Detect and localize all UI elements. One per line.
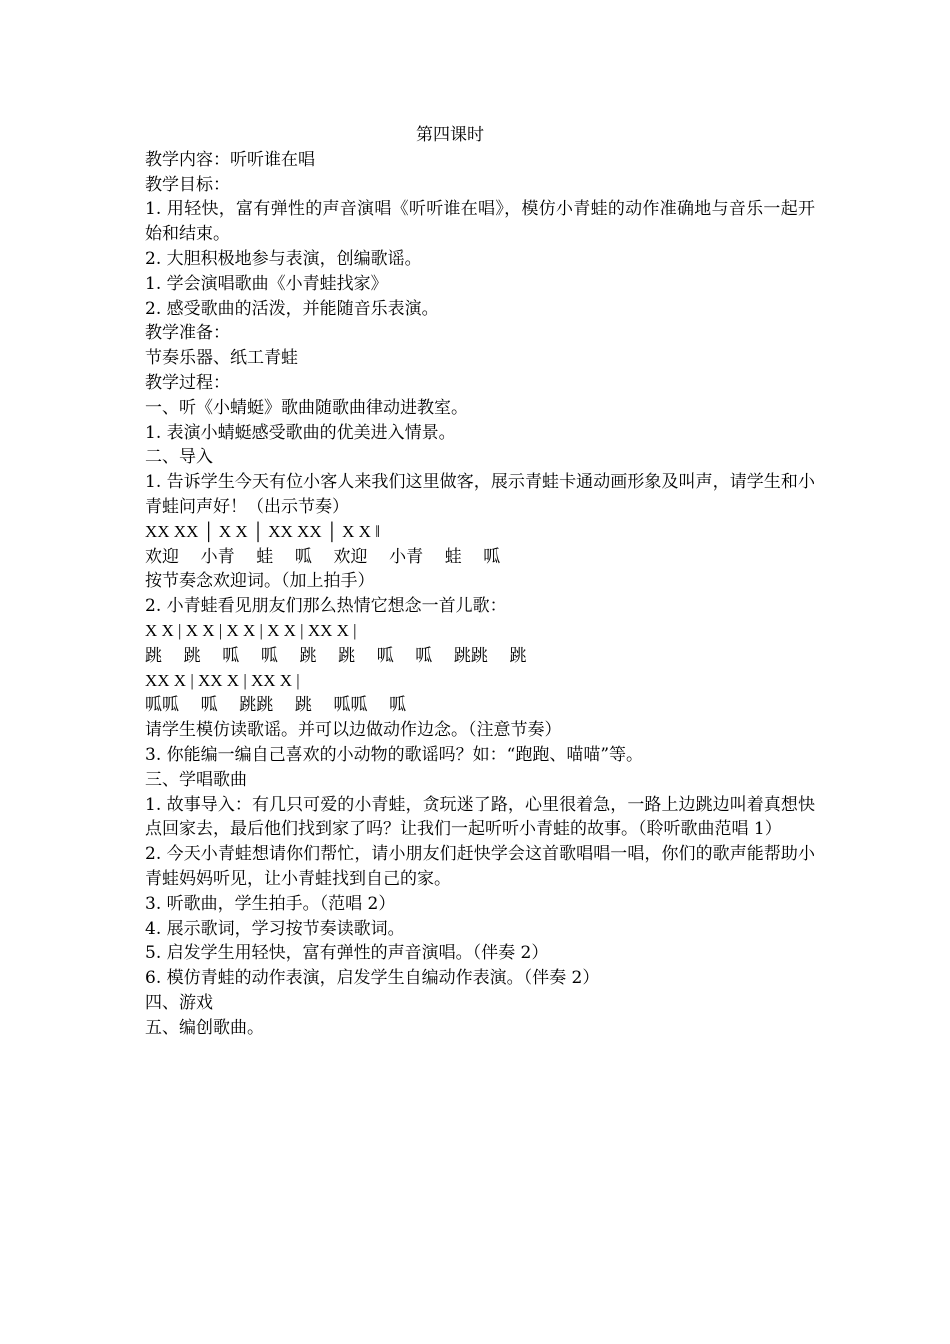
goal-item: 2. 大胆积极地参与表演，创编歌谣。 — [145, 248, 422, 269]
rhythm-notation-2: X X | X X | X X | X X | XX X | — [145, 620, 357, 640]
prep-text: 节奏乐器、纸工青蛙 — [145, 348, 298, 369]
goal-item: 2. 感受歌曲的活泼，并能随音乐表演。 — [145, 298, 439, 319]
goal-item: 1. 学会演唱歌曲《小青蛙找家》 — [145, 273, 388, 294]
section-2-heading: 二、导入 — [145, 447, 213, 468]
goals-heading: 教学目标： — [145, 174, 230, 195]
rhythm-lyrics-1: 欢迎 小青 蛙 呱 欢迎 小青 蛙 呱 — [145, 546, 501, 567]
rhythm-lyrics-3: 呱呱 呱 跳跳 跳 呱呱 呱 — [145, 695, 407, 716]
section-3-item: 6. 模仿青蛙的动作表演，启发学生自编动作表演。（伴奏 2） — [145, 968, 600, 989]
prep-heading: 教学准备： — [145, 323, 230, 344]
section-3-heading: 三、学唱歌曲 — [145, 769, 247, 790]
section-3-item: 1. 故事导入：有几只可爱的小青蛙，贪玩迷了路，心里很着急，一路上边跳边叫着真想快点回家去，最后他们找到家了吗？让我们一起听听小青蛙的故事。（聆听歌曲范唱 1） — [145, 794, 815, 840]
section-4-heading: 四、游戏 — [145, 992, 213, 1013]
section-5-heading: 五、编创歌曲。 — [145, 1017, 264, 1038]
section-2-instruction-1: 按节奏念欢迎词。（加上拍手） — [145, 571, 375, 592]
goal-item: 1. 用轻快，富有弹性的声音演唱《听听谁在唱》，模仿小青蛙的动作准确地与音乐一起开始和结束。 — [145, 199, 815, 245]
page-title: 第四课时 — [416, 125, 484, 145]
section-3-item: 4. 展示歌词，学习按节奏读歌词。 — [145, 918, 405, 939]
rhythm-notation-1: XX XX │ X X │ XX XX │ X X ‖ — [145, 521, 380, 541]
section-2-instruction-2: 请学生模仿读歌谣。并可以边做动作边念。（注意节奏） — [145, 720, 562, 741]
section-3-item: 5. 启发学生用轻快，富有弹性的声音演唱。（伴奏 2） — [145, 943, 549, 964]
section-2-item-2: 2. 小青蛙看见朋友们那么热情它想念一首儿歌： — [145, 596, 507, 617]
section-1-heading: 一、听《小蜻蜓》歌曲随歌曲律动进教室。 — [145, 397, 468, 418]
section-2-item-3: 3. 你能编一编自己喜欢的小动物的歌谣吗？如：“跑跑、喵喵”等。 — [145, 744, 644, 765]
rhythm-notation-3: XX X | XX X | XX X | — [145, 670, 300, 690]
document-body — [145, 123, 815, 1040]
teaching-content: 教学内容：听听谁在唱 — [145, 149, 315, 170]
rhythm-lyrics-2: 跳 跳 呱 呱 跳 跳 呱 呱 跳跳 跳 — [145, 645, 527, 666]
section-3-item: 2. 今天小青蛙想请你们帮忙，请小朋友们赶快学会这首歌唱唱一唱，你们的歌声能帮助小青蛙妈妈听见，让小青蛙找到自己的家。 — [145, 844, 815, 889]
section-1-item: 1. 表演小蜻蜓感受歌曲的优美进入情景。 — [145, 422, 456, 443]
section-3-item: 3. 听歌曲，学生拍手。（范唱 2） — [145, 893, 396, 914]
process-heading: 教学过程： — [145, 372, 230, 393]
section-2-item-1: 1. 告诉学生今天有位小客人来我们这里做客，展示青蛙卡通动画形象及叫声，请学生和小青蛙问声好！（出示节奏） — [145, 472, 815, 517]
